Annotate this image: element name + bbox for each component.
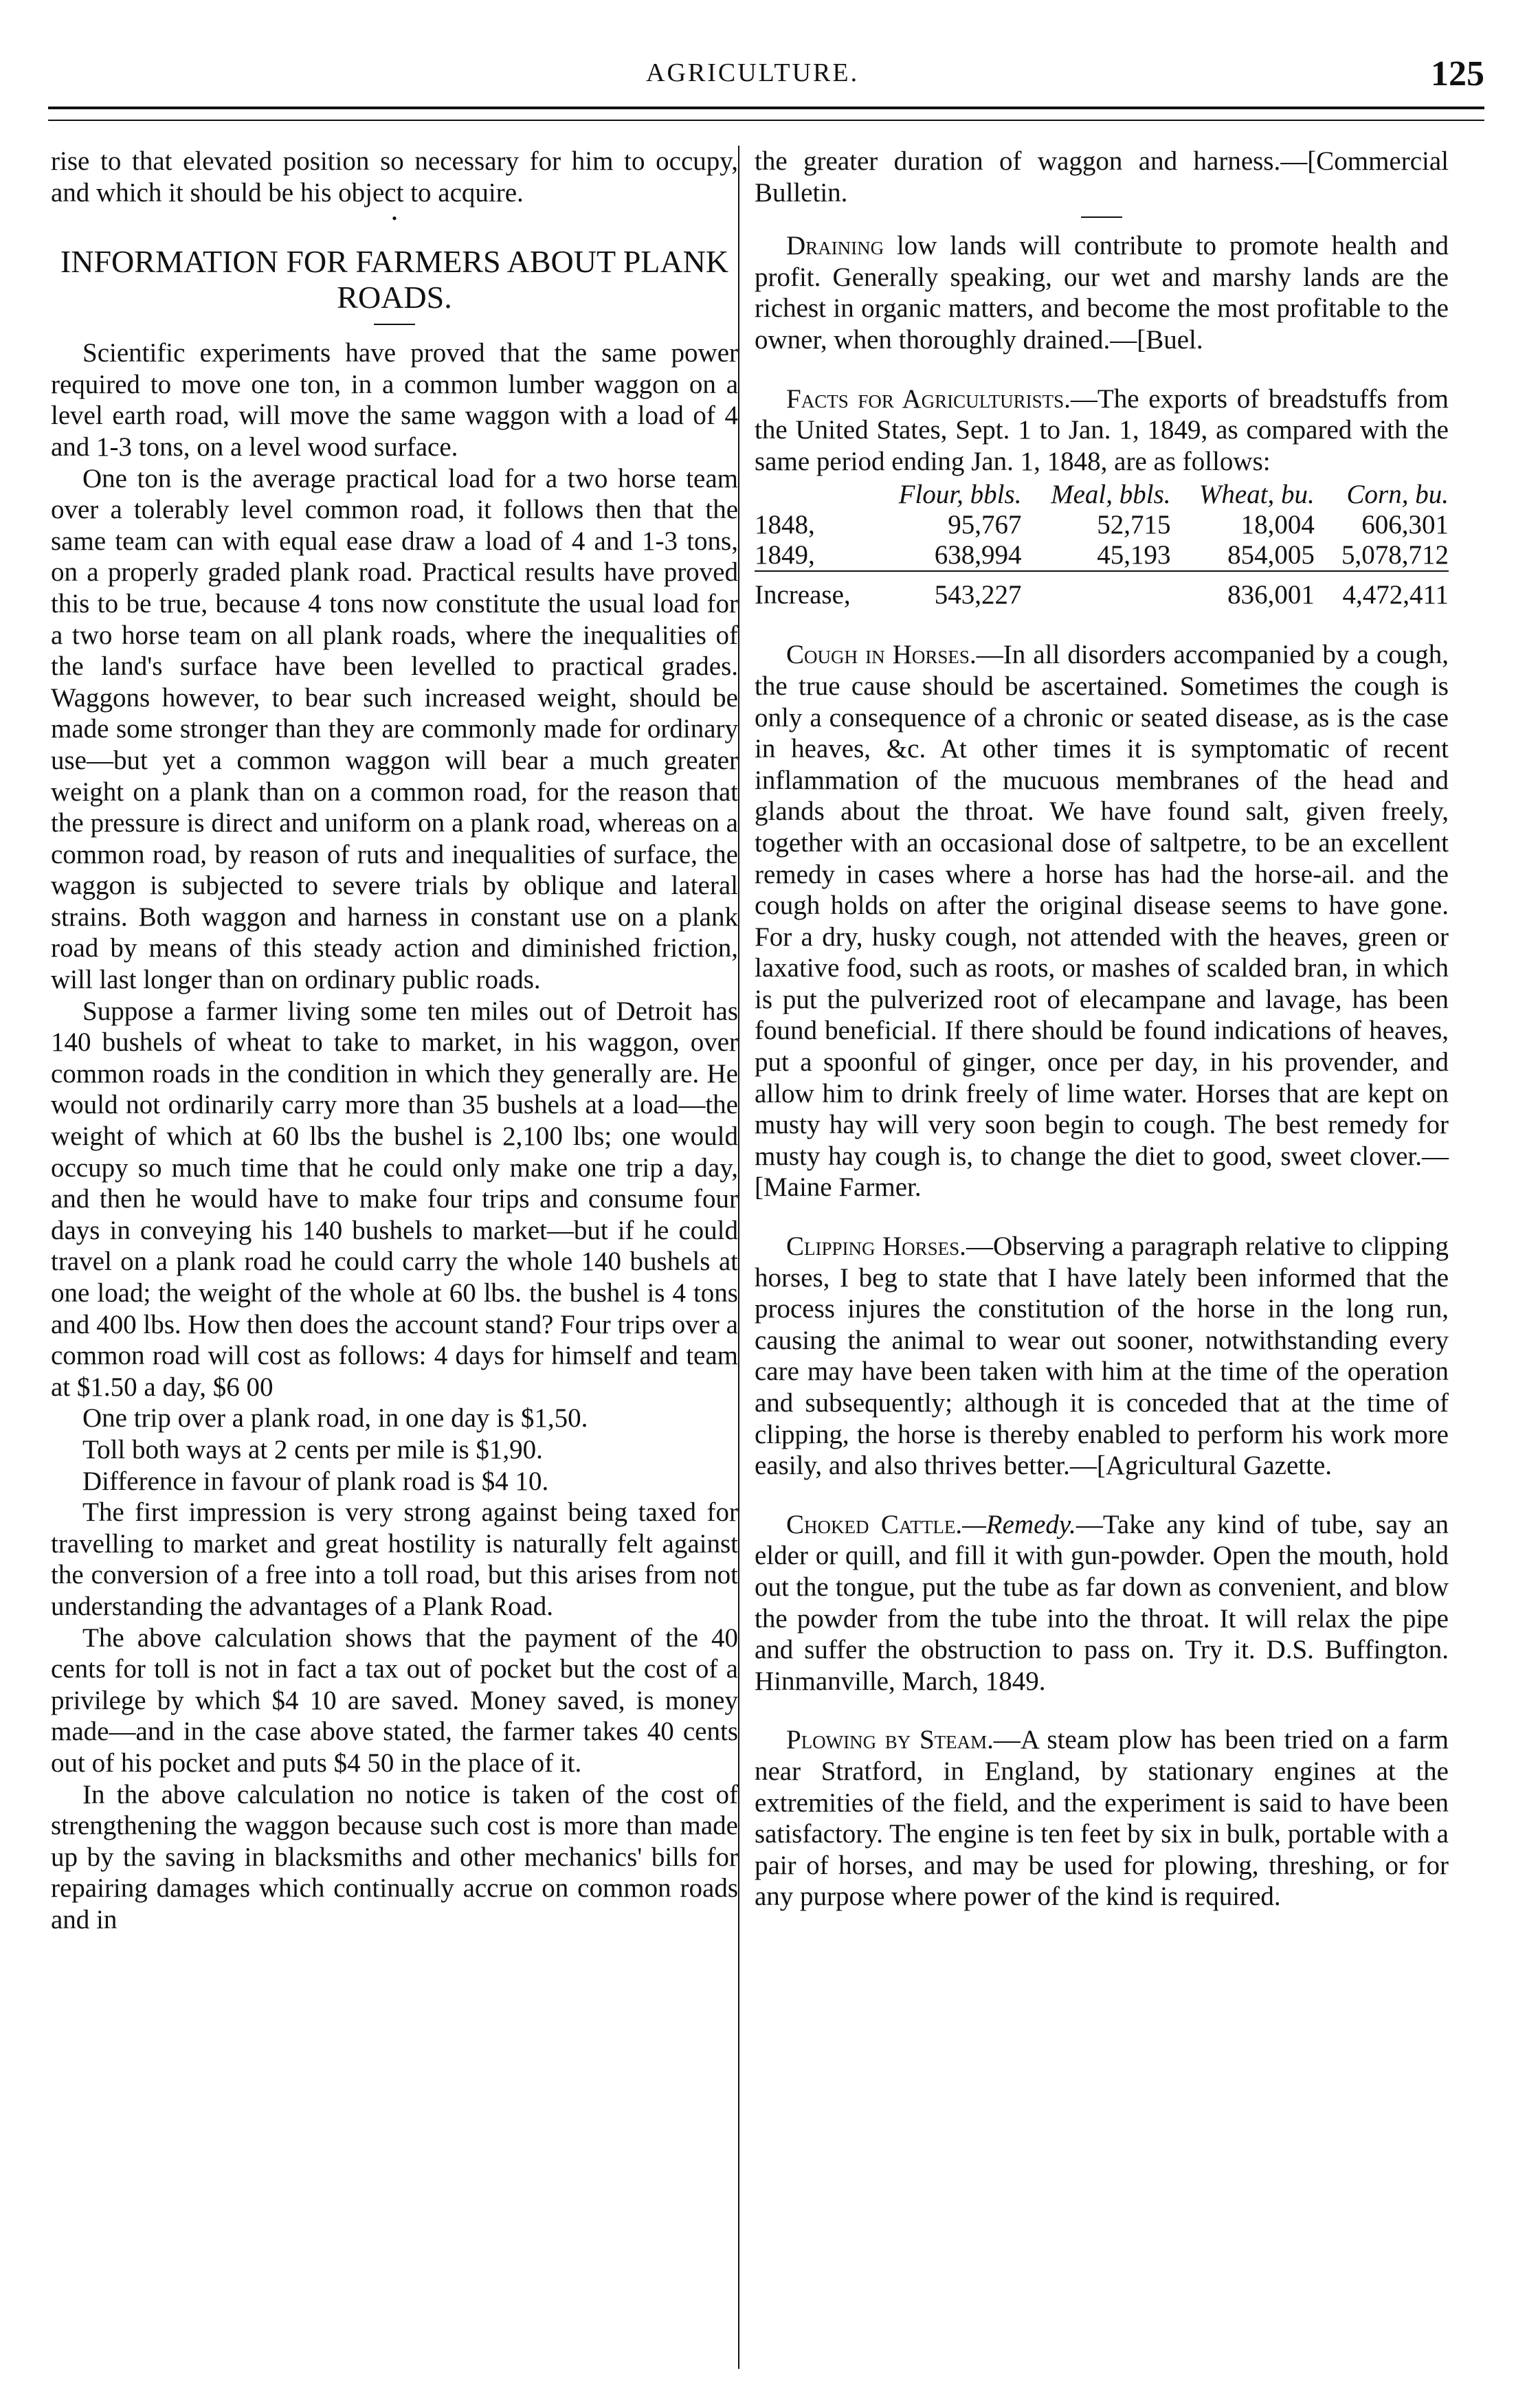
item-heading: Facts for Agriculturists. xyxy=(786,383,1071,414)
paragraph: The above calculation shows that the payment of the 40 cents for toll is not in fact a tax out of pocket but the cost of a privilege by which $4 10 are saved. Money saved, is money made—and in the case above stated, the farmer takes 40 cents out of his pocket and puts $4 50 in the place of it. xyxy=(51,1623,738,1778)
item-body: —Take any kind of tube, say an elder or quill, and fill it with gun-powder. Open the mouth, hold out the tongue, put the tube as far down as convenient, and blow the powder from the tube into the throat. It will relax the pipe and suffer the obstruction to pass on. Try it. D.S. Buffington. Hinmanville, March, 1849. xyxy=(755,1509,1449,1696)
section-rule xyxy=(1081,216,1122,218)
trip-line: One trip over a plank road, in one day is $1,50. xyxy=(82,1403,588,1434)
running-title: AGRICULTURE. xyxy=(646,58,860,87)
exports-table xyxy=(755,480,1449,610)
clipping-item xyxy=(755,1231,1449,1482)
table-cell: 4,472,411 xyxy=(1315,571,1449,610)
column-header: Meal, bbls. xyxy=(1051,480,1171,510)
item-body: low lands will contribute to promote health and profit. Generally speaking, our wet and marshy lands are the richest in organic matters, and become the most profitable to the owner, when thoroughly drained.—[Buel. xyxy=(755,231,1449,355)
trip-line: Difference in favour of plank road is $4 10. xyxy=(82,1466,549,1496)
table-row xyxy=(755,540,1449,571)
table-cell: 52,715 xyxy=(1097,510,1171,540)
paragraph: One ton is the average practical load for a two horse team over a tolerably level common road, it follows then that the same team can with equal ease draw a load of 4 and 1-3 tons, on a properly graded plank road. Practical results have proved this to be true, because 4 tons now constitute the usual load for a two horse team on all plank roads, where the inequalities of the land's surface have been levelled to practical grades. Waggons however, to bear such increased weight, should be made some stronger than they are commonly made for ordinary use—but yet a common waggon will bear a much greater weight on a plank than on a common road, for the reason that the pressure is direct and uniform on a plank road, whereas on a common road, by reason of ruts and inequalities of surface, the waggon is subjected to severe trials by oblique and lateral strains. Both waggon and harness in constant use on a plank road by means of this steady action and diminished friction, will last longer than on ordinary public roads. xyxy=(51,463,738,995)
choked-item xyxy=(755,1509,1449,1697)
draining-item xyxy=(755,230,1449,355)
table-header-row xyxy=(755,480,1449,510)
table-cell: Increase, xyxy=(755,571,869,610)
item-heading: Clipping Horses. xyxy=(786,1231,966,1262)
bullet-ornament: • xyxy=(392,210,397,227)
table-cell: 543,227 xyxy=(869,571,1021,610)
article-title: INFORMATION FOR FARMERS ABOUT PLANK ROADS. xyxy=(60,244,729,315)
column-header xyxy=(755,480,869,510)
table-cell: 1849, xyxy=(755,540,815,570)
column-header: Flour, bbls. xyxy=(898,480,1022,510)
paragraph: Suppose a farmer living some ten miles out of Detroit has 140 bushels of wheat to take to market, in his waggon, over common roads in the condition in which they generally are. He would not ordinarily carry more than 35 bushels at a load—the weight of which at 60 lbs the bushel is 2,100 lbs; one would occupy so much time that he could only make one trip a day, and then he would have to make four trips and consume four days in conveying his 140 bushels to market—but if he could travel on a plank road he could carry the whole 140 bushels at one load; the weight of the whole at 60 lbs. the bushel is 4 tons and 400 lbs. How then does the account stand? Four trips over a common road will cost as follows: 4 days for himself and team at $1.50 a day, $6 00 xyxy=(51,996,738,1402)
paragraph: In the above calculation no notice is taken of the cost of strengthening the waggon because such cost is more than made up by the saving in blacksmiths and other mechanics' bills for repairing damages which continually accrue on common roads and in xyxy=(51,1779,738,1935)
column-divider xyxy=(738,146,739,2369)
table-cell: 45,193 xyxy=(1097,540,1171,570)
table-cell: 836,001 xyxy=(1171,571,1315,610)
left-column xyxy=(51,146,738,1935)
paragraph: The first impression is very strong against being taxed for travelling to market and great hostility is naturally felt against the conversion of a free into a toll road, but this arises from not understanding the advantages of a Plank Road. xyxy=(51,1497,738,1621)
table-cell: 95,767 xyxy=(948,510,1022,540)
table-row xyxy=(755,510,1449,540)
page-number: 125 xyxy=(1431,54,1484,93)
intro-text: rise to that elevated position so necessary for him to occupy, and which it should be his object to acquire. xyxy=(51,146,738,208)
item-body: —The exports of breadstuffs from the United States, Sept. 1 to Jan. 1, 1849, as compared with the same period ending Jan. 1, 1848, are as follows: xyxy=(755,383,1449,476)
table-cell: 638,994 xyxy=(934,540,1022,570)
title-rule xyxy=(374,324,415,325)
header-rule-thin xyxy=(48,120,1484,121)
column-header: Corn, bu. xyxy=(1346,480,1449,510)
header-rule-thick xyxy=(48,107,1484,109)
table-cell: 5,078,712 xyxy=(1341,540,1449,570)
trip-line: Toll both ways at 2 cents per mile is $1,90. xyxy=(82,1434,543,1464)
table-cell: 606,301 xyxy=(1361,510,1449,540)
item-heading: Draining xyxy=(786,231,884,261)
paragraph: Scientific experiments have proved that the same power required to move one ton, in a common lumber waggon on a level earth road, will move the same waggon with a load of 4 and 1-3 tons, on a level wood surface. xyxy=(51,338,738,462)
right-column xyxy=(755,146,1449,1913)
table-cell: 18,004 xyxy=(1240,510,1315,540)
table-row-increase xyxy=(755,571,1449,610)
item-body: —In all disorders accompanied by a cough, the true cause should be ascertained. Sometimes the cough is only a consequence of a chronic or seated disease, as is the case in heaves, &c. At other times it is symptomatic of recent inflammation of the mucuous membranes of the head and glands about the throat. We have found salt, given freely, together with an occasional dose of saltpetre, to be an excellent remedy in cases where a horse has had the horse-ail. and the cough holds on after the original disease seems to have gone. For a dry, husky cough, not attended with the heaves, green or laxative food, such as roots, or mashes of scalded bran, in which is put the pulverized root of elecampane and lavage, has been found beneficial. If there should be found indications of heaves, put a spoonful of ginger, once per day, in his provender, and allow him to drink freely of lime water. Horses that are kept on musty hay will very soon begin to cough. The best remedy for musty hay cough is, to change the diet to good, sweet clover.—[Maine Farmer. xyxy=(755,640,1449,1203)
table-cell: 1848, xyxy=(755,510,815,540)
item-body: —Observing a paragraph relative to clipping horses, I beg to state that I have lately been informed that the process injures the constitution of the horse in the long run, causing the animal to wear out sooner, notwithstanding every care may have been taken with him at the time of the operation and subsequently; although it is conceded that at the time of clipping, the horse is thereby enabled to perform his work more easily, and also thrives better.—[Agricultural Gazette. xyxy=(755,1231,1449,1481)
column-header: Wheat, bu. xyxy=(1199,480,1315,510)
continued-text: the greater duration of waggon and harness.—[Commercial Bulletin. xyxy=(755,146,1449,208)
table-cell: 854,005 xyxy=(1227,540,1315,570)
page-header xyxy=(48,54,1484,95)
cough-item xyxy=(755,639,1449,1203)
item-heading: Cough in Horses. xyxy=(786,640,977,670)
facts-item xyxy=(755,383,1449,478)
item-body: —A steam plow has been tried on a farm near Stratford, in England, by stationary engines at the extremities of the field, and the experiment is said to have been satisfactory. The engine is ten feet by six in bulk, portable with a pair of horses, and may be used for plowing, threshing, or for any purpose where power of the kind is required. xyxy=(755,1725,1449,1912)
plowing-item xyxy=(755,1724,1449,1913)
item-heading: Choked Cattle. xyxy=(786,1509,963,1539)
table-cell xyxy=(1021,571,1170,610)
item-heading: Plowing by Steam. xyxy=(786,1725,994,1755)
item-remedy: —Remedy. xyxy=(962,1509,1076,1539)
